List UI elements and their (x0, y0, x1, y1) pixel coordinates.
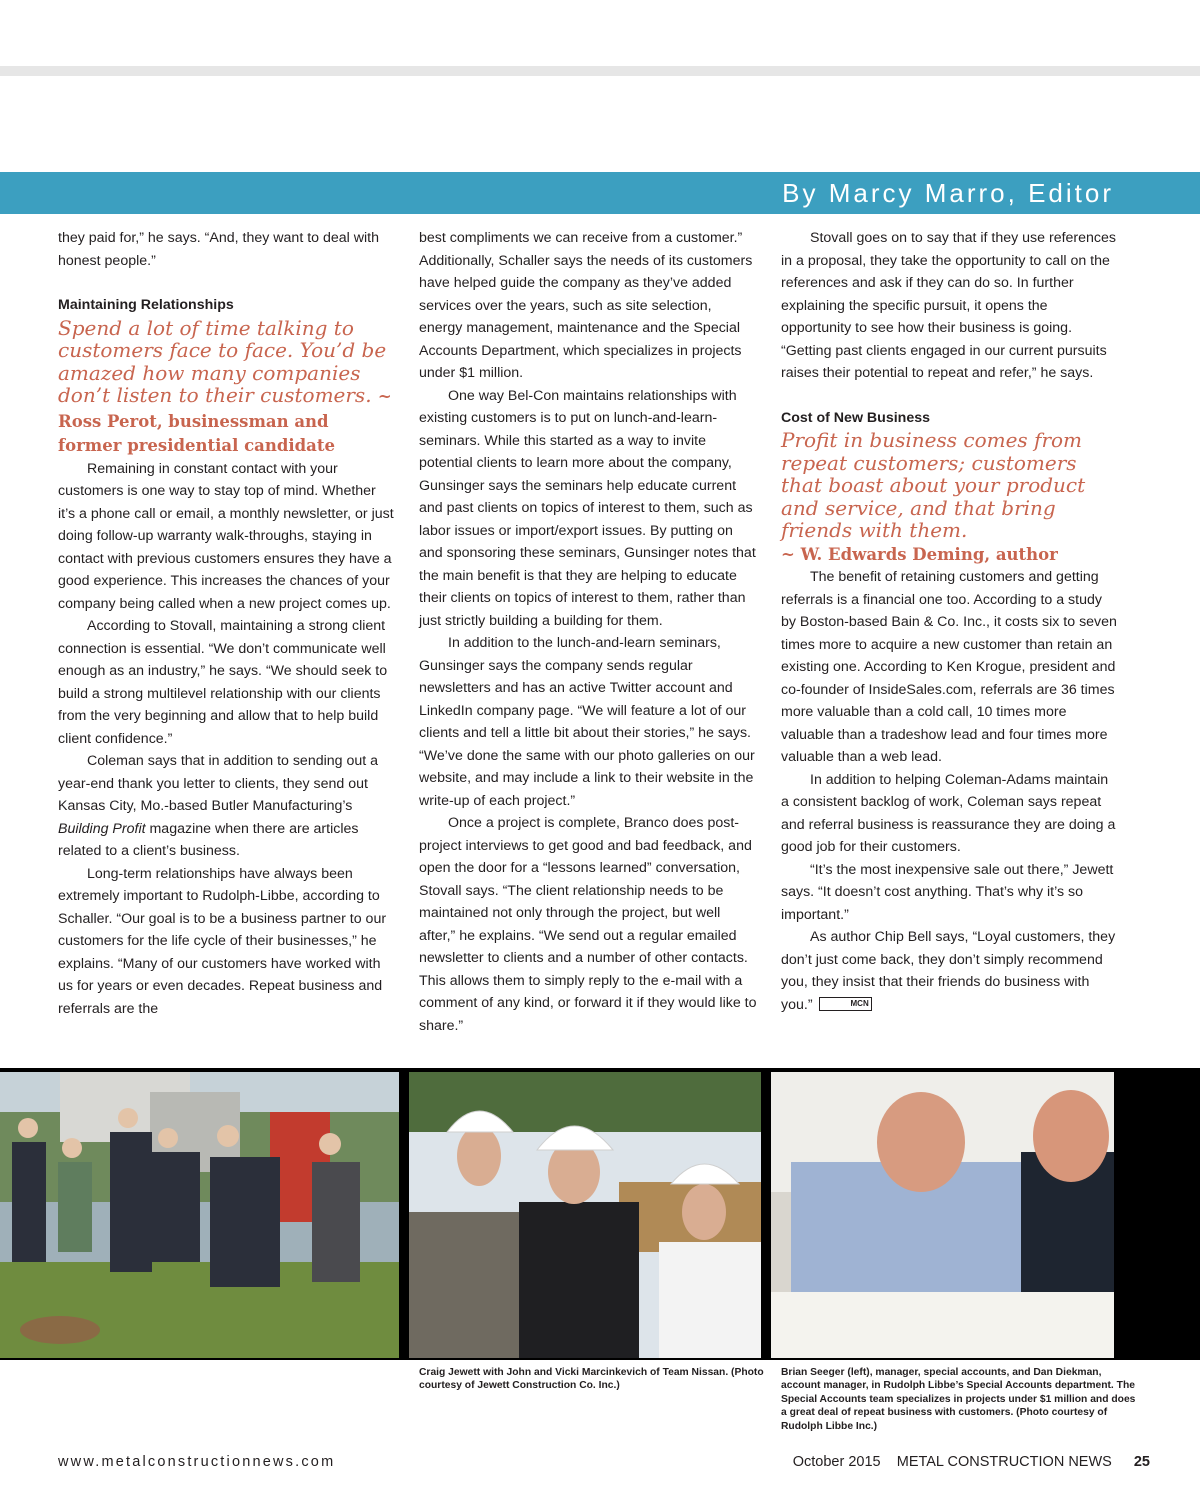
paragraph: The benefit of retaining customers and getting referrals is a financial one too. According to a study by Boston-based Bain & Co. Inc., it costs six to seven times more to acquire a new customer than retain an existing one. According to Ken Krogue, president and co-founder of InsideSales.com, referrals are 36 times more valuable than a cold call, 10 times more valuable than a tradeshow lead and four times more valuable than a web lead. (781, 569, 1117, 765)
paragraph (58, 750, 396, 863)
paragraph: best compliments we can receive from a customer.” Additionally, Schaller says the needs of its customers have helped guide the company as they’ve added services over the years, such as site selection, energy management, maintenance and the Special Accounts Department, which specializes in projects under $1 million. (419, 230, 753, 381)
top-rule (0, 66, 1200, 76)
paragraph (781, 926, 1119, 1016)
photo-team-nissan (409, 1072, 761, 1358)
section-heading: Maintaining Relationships (58, 297, 234, 313)
paragraph: Once a project is complete, Branco does post-project interviews to get good and bad feedback, and open the door for a “lessons learned” conversation, Stovall says. “The client relationship needs to be maintained not only through the project, but well after,” he explains. “We send out a regular emailed newsletter to clients and a number of other contacts. This allows them to simply reply to the e-mail with a comment of any kind, or forward it if they would like to share.” (419, 815, 757, 1034)
paragraph: “It’s the most inexpensive sale out there,” Jewett says. “It doesn’t cost anything. That’s why it’s so important.” (781, 861, 1114, 923)
paragraph: they paid for,” he says. “And, they want to deal with honest people.” (58, 230, 379, 269)
footer-issue: October 2015 (792, 1454, 881, 1470)
footer-website: www.metalconstructionnews.com (58, 1454, 336, 1470)
pull-quote-attribution: ~ W. Edwards Deming, author (781, 544, 1058, 564)
column-1 (58, 227, 396, 1020)
paragraph: Remaining in constant contact with your customers is one way to stay top of mind. Whether it’s a phone call or email, a monthly newsletter, or just doing follow-up warranty walk-throughs, staying in contact with previous customers ensures they have a good experience. This increases the chances of your company being called when a new project comes up. (58, 460, 394, 612)
paragraph: Stovall goes on to say that if they use references in a proposal, they take the opportunity to call on the references and ask if they can do so. In further explaining the specific pursuit, it opens the opportunity to see how their business is going. “Getting past clients engaged in our current pursuits raises their potential to repeat and refer,” he says. (781, 230, 1116, 381)
magazine-title: Building Profit (58, 820, 146, 837)
paragraph: One way Bel-Con maintains relationships with existing customers is to put on lunch-and-learn-seminars. While this started as a way to invite potential clients to learn more about the company, Gunsinger says the seminars help educate current and past clients on topics of interest to them, such as labor issues or import/export issues. By putting on and sponsoring these seminars, Gunsinger notes that the main benefit is that they are helping to educate their clients on topics of interest to them, rather than just strictly building a building for them. (419, 387, 756, 629)
footer-publication: METAL CONSTRUCTION NEWS (896, 1454, 1112, 1470)
byline-bar (0, 172, 1200, 214)
footer-info (793, 1454, 1150, 1470)
pull-quote-attribution: ~ Ross Perot, businessman and former presidential candidate (58, 387, 392, 455)
paragraph-text: As author Chip Bell says, “Loyal customers, they don’t just come back, they don’t simply recommend you, they insist that their friends do business with you.” (781, 929, 1116, 1013)
photo-caption: Craig Jewett with John and Vicki Marcinkevich of Team Nissan. (Photo courtesy of Jewett Construction Co. Inc.) (419, 1367, 764, 1392)
paragraph: In addition to helping Coleman-Adams maintain a consistent backlog of work, Coleman says repeat and referral business is reassurance they are doing a good job for their customers. (781, 771, 1116, 855)
photo-strip (0, 1068, 1200, 1360)
byline: By Marcy Marro, Editor (782, 178, 1114, 208)
photo-special-accounts (771, 1072, 1114, 1358)
photo-caption: Brian Seeger (left), manager, special accounts, and Dan Diekman, account manager, in Rudolph Libbe’s Special Accounts department. The Special Accounts team specializes in projects under $1 million and does a great deal of repeat business with customers. (Photo courtesy of Rudolph Libbe Inc.) (781, 1367, 1136, 1432)
column-2 (419, 227, 757, 1037)
paragraph: Long-term relationships have always been extremely important to Rudolph-Libbe, according to Schaller. “Our goal is to be a business partner to our customers for the life cycle of their businesses,” he explains. “Many of our customers have worked with us for years or even decades. Repeat business and referrals are the (58, 865, 387, 1017)
end-mark-icon: MCN (819, 997, 872, 1011)
pull-quote (781, 429, 1119, 566)
paragraph: According to Stovall, maintaining a strong client connection is essential. “We don’t communicate well enough as an industry,” he says. “We should seek to build a strong multilevel relationship with our clients from the very beginning and allow that to help build client confidence.” (58, 618, 388, 747)
paragraph-text: magazine when there are articles related to a client’s business. (58, 820, 359, 859)
page-number: 25 (1133, 1454, 1150, 1470)
paragraph: In addition to the lunch-and-learn seminars, Gunsinger says the company sends regular newsletters and has an active Twitter account and LinkedIn company page. “We will feature a lot of our clients and tell a little bit about their stories,” he says. “We’ve done the same with our photo galleries on our website, and may include a link to their website in the write-up of each project.” (419, 635, 755, 809)
photo-groundbreaking (0, 1072, 399, 1358)
column-3 (781, 227, 1119, 1016)
pull-quote-text: Spend a lot of time talking to customers face to face. You’d be amazed how many companies don’t listen to their customers. (58, 315, 387, 407)
section-heading: Cost of New Business (781, 409, 930, 426)
pull-quote-text: Profit in business comes from repeat customers; customers that boast about your product and service, and that bring friends with them. (781, 428, 1086, 542)
paragraph-text: Coleman says that in addition to sending out a year-end thank you letter to clients, they send out Kansas City, Mo.-based Butler Manufacturing’s (58, 753, 379, 814)
pull-quote (58, 317, 396, 458)
